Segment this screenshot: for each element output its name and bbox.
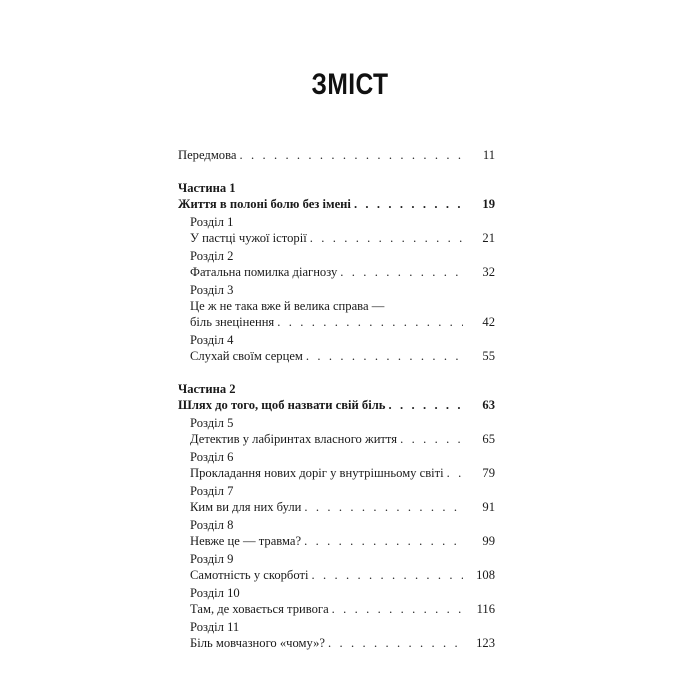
toc-page-number: 91	[482, 500, 495, 514]
chapter-title: Слухай своїм серцем	[190, 349, 303, 363]
leader-dots	[447, 465, 463, 481]
toc-chapter-6	[178, 449, 495, 481]
chapter-title: Біль мовчазного «чому»?	[190, 636, 326, 650]
leader-dots	[340, 264, 463, 280]
part-label: Частина 2	[178, 382, 236, 396]
chapter-title: Там, де ховається тривога	[190, 602, 329, 616]
toc-page-number: 55	[482, 349, 495, 363]
chapter-title: Самотність у скорботі	[190, 568, 309, 582]
part-label: Частина 1	[178, 181, 236, 195]
leader-dots	[239, 147, 463, 163]
leader-dots	[304, 499, 463, 515]
toc-chapter-3	[178, 282, 495, 330]
chapter-label: Розділ 1	[190, 215, 234, 229]
leader-dots	[311, 567, 463, 583]
table-of-contents	[178, 147, 495, 651]
toc-page-number: 108	[476, 568, 495, 582]
chapter-title: біль знецінення	[190, 315, 275, 329]
chapter-title: У пастці чужої історії	[190, 231, 307, 245]
toc-page-number: 21	[482, 231, 495, 245]
toc-chapter-8	[178, 517, 495, 549]
leader-dots	[304, 533, 463, 549]
toc-page-number: 65	[482, 432, 495, 446]
leader-dots	[310, 230, 463, 246]
toc-chapter-9	[178, 551, 495, 583]
leader-dots	[354, 196, 463, 212]
part-title: Життя в полоні болю без імені	[178, 197, 351, 211]
toc-page-number: 42	[482, 315, 495, 329]
toc-page-number: 19	[482, 197, 495, 211]
chapter-title: Фатальна помилка діагнозу	[190, 265, 338, 279]
chapter-label: Розділ 2	[190, 249, 234, 263]
chapter-title: Ким ви для них були	[190, 500, 302, 514]
chapter-label: Розділ 7	[190, 484, 234, 498]
toc-page-number: 79	[482, 466, 495, 480]
toc-page-number: 11	[482, 148, 495, 162]
toc-chapter-1	[178, 214, 495, 246]
toc-page-number: 63	[482, 398, 495, 412]
leader-dots	[306, 348, 463, 364]
chapter-label: Розділ 8	[190, 518, 234, 532]
chapter-label: Розділ 11	[190, 620, 240, 634]
page-title: ЗМІСТ	[311, 68, 389, 101]
toc-chapter-11	[178, 619, 495, 651]
toc-chapter-4	[178, 332, 495, 364]
toc-part-2	[178, 381, 495, 413]
chapter-title: Прокладання нових доріг у внутрішньому світі	[190, 466, 444, 480]
chapter-label: Розділ 5	[190, 416, 234, 430]
toc-entry-title: Передмова	[178, 148, 237, 162]
toc-chapter-7	[178, 483, 495, 515]
toc-chapter-10	[178, 585, 495, 617]
leader-dots	[328, 635, 463, 651]
chapter-label: Розділ 10	[190, 586, 240, 600]
chapter-title: Невже це — травма?	[190, 534, 302, 548]
toc-entry-preface	[178, 147, 495, 163]
chapter-title-line-1: Це ж не така вже й велика справа —	[190, 299, 385, 313]
toc-page-number: 116	[476, 602, 495, 616]
part-title: Шлях до того, щоб назвати свій біль	[178, 398, 386, 412]
chapter-label: Розділ 6	[190, 450, 234, 464]
leader-dots	[388, 397, 463, 413]
leader-dots	[277, 314, 463, 330]
toc-chapter-2	[178, 248, 495, 280]
toc-part-1	[178, 180, 495, 212]
chapter-title: Детектив у лабіринтах власного життя	[190, 432, 398, 446]
toc-page-number: 32	[482, 265, 495, 279]
leader-dots	[332, 601, 463, 617]
leader-dots	[400, 431, 463, 447]
chapter-label: Розділ 3	[190, 283, 234, 297]
chapter-label: Розділ 4	[190, 333, 234, 347]
toc-page-number: 99	[482, 534, 495, 548]
toc-chapter-5	[178, 415, 495, 447]
chapter-label: Розділ 9	[190, 552, 234, 566]
toc-page-number: 123	[476, 636, 495, 650]
